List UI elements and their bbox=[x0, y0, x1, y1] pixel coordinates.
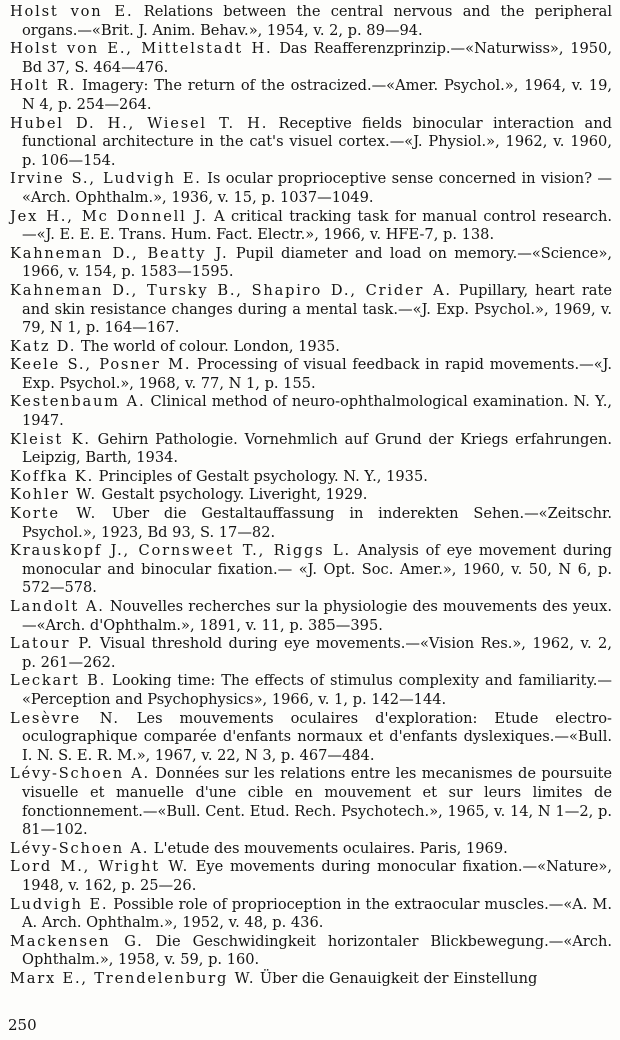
reference-entry bbox=[10, 840, 612, 859]
reference-entry bbox=[10, 635, 612, 672]
reference-author: Kohler W. bbox=[10, 486, 97, 504]
reference-entry bbox=[10, 896, 612, 933]
reference-author: Kahneman D., Beatty J. bbox=[10, 244, 229, 262]
reference-text: Relations between the central nervous and the peripheral organs.—«Brit. J. Anim. Behav.», 1954, v. 2, p. 89—94. bbox=[22, 3, 612, 39]
reference-entry bbox=[10, 933, 612, 970]
reference-list bbox=[10, 3, 612, 988]
reference-entry bbox=[10, 672, 612, 709]
reference-entry bbox=[10, 710, 612, 766]
reference-author: Kahneman D., Tursky B., Shapiro D., Crider A. bbox=[10, 281, 452, 299]
reference-author: Lesèvre N. bbox=[10, 709, 120, 727]
reference-entry bbox=[10, 245, 612, 282]
reference-text: Clinical method of neuro-ophthalmological examination. N. Y., 1947. bbox=[22, 393, 612, 430]
reference-author: Holst von E. bbox=[10, 3, 134, 20]
reference-text: Eye movements during monocular fixation.—«Nature», 1948, v. 162, p. 25—26. bbox=[22, 858, 612, 894]
reference-text: Gehirn Pathologie. Vornehmlich auf Grund der Kriegs erfahrungen. Leipzig, Barth, 1934. bbox=[22, 430, 613, 467]
reference-text: Données sur les relations entre les mecanismes de poursuite visuelle et manuelle d'une cible en mouvement et sur leurs limites de fonctionnement.—«Bull. Cent. Etud. Rech. Psychotech.», 1965, v. 14, N 1—2, p. 81—102. bbox=[22, 765, 612, 839]
reference-entry bbox=[10, 598, 612, 635]
reference-text: Imagery: The return of the ostracized.—«Amer. Psychol.», 1964, v. 19, N 4, p. 254—264. bbox=[22, 77, 612, 113]
reference-text: Die Geschwidingkeit horizontaler Blickbewegung.—«Arch. Ophthalm.», 1958, v. 59, p. 160. bbox=[22, 932, 612, 969]
reference-entry bbox=[10, 431, 612, 468]
reference-author: Mackensen G. bbox=[10, 932, 144, 950]
reference-author: Keele S., Posner M. bbox=[10, 356, 192, 374]
reference-text: Über die Genauigkeit der Einstellung bbox=[255, 969, 538, 987]
reference-entry bbox=[10, 77, 612, 114]
reference-text: L'etude des mouvements oculaires. Paris, 1969. bbox=[149, 839, 508, 857]
reference-entry bbox=[10, 115, 612, 171]
page-number: 250 bbox=[8, 1016, 37, 1034]
reference-entry bbox=[10, 40, 612, 77]
reference-author: Holst von E., Mittelstadt H. bbox=[10, 40, 273, 58]
reference-text: The world of colour. London, 1935. bbox=[76, 337, 340, 355]
reference-entry bbox=[10, 170, 612, 207]
reference-author: Marx E., Trendelenburg W. bbox=[10, 969, 256, 987]
reference-entry bbox=[10, 858, 612, 895]
reference-entry bbox=[10, 338, 612, 357]
reference-text: Analysis of eye movement during monocular and binocular fixation.— «J. Opt. Soc. Amer.», 1960, v. 50, N 6, p. 572—578. bbox=[22, 542, 612, 597]
reference-text: Principles of Gestalt psychology. N. Y., 1935. bbox=[94, 467, 428, 485]
reference-entry bbox=[10, 468, 612, 487]
reference-author: Ludvigh E. bbox=[10, 895, 109, 913]
reference-entry bbox=[10, 3, 612, 40]
reference-entry bbox=[10, 486, 612, 505]
reference-author: Lévy-Schoen A. bbox=[10, 839, 150, 857]
reference-author: Lévy-Schoen A. bbox=[10, 765, 150, 783]
reference-author: Kleist K. bbox=[10, 430, 91, 448]
reference-author: Latour P. bbox=[10, 635, 94, 653]
reference-author: Holt R. bbox=[10, 77, 77, 95]
reference-entry bbox=[10, 393, 612, 430]
reference-text: Processing of visual feedback in rapid movements.—«J. Exp. Psychol.», 1968, v. 77, N 1, p. 155. bbox=[22, 356, 612, 392]
reference-entry bbox=[10, 208, 612, 245]
reference-text: Looking time: The effects of stimulus complexity and familiarity.— «Perception and Psychophysics», 1966, v. 1, p. 142—144. bbox=[22, 672, 613, 708]
reference-author: Krauskopf J., Cornsweet T., Riggs L. bbox=[10, 542, 351, 560]
reference-text: Possible role of proprioception in the extraocular muscles.—«A. M. A. Arch. Ophthalm.», 1952, v. 48, p. 436. bbox=[22, 895, 612, 932]
reference-author: Jex H., Mc Donnell J. bbox=[10, 207, 208, 225]
reference-text: Pupillary, heart rate and skin resistance changes during a mental task.—«J. Exp. Psychol.», 1969, v. 79, N 1, p. 164—167. bbox=[22, 281, 612, 337]
reference-author: Korte W. bbox=[10, 505, 98, 523]
reference-text: Nouvelles recherches sur la physiologie des mouvements des yeux.—«Arch. d'Ophthalm.», 1891, v. 11, p. 385—395. bbox=[22, 598, 612, 634]
reference-text: Pupil diameter and load on memory.—«Science», 1966, v. 154, p. 1583—1595. bbox=[22, 244, 613, 281]
reference-text: Gestalt psychology. Liveright, 1929. bbox=[96, 486, 368, 504]
reference-author: Hubel D. H., Wiesel T. H. bbox=[10, 114, 269, 132]
reference-entry bbox=[10, 282, 612, 338]
reference-author: Koffka K. bbox=[10, 467, 95, 485]
reference-author: Irvine S., Ludvigh E. bbox=[10, 170, 202, 188]
reference-author: Lord M., Wright W. bbox=[10, 858, 190, 876]
reference-text: Das Reafferenzprinzip.—«Naturwiss», 1950, Bd 37, S. 464—476. bbox=[22, 40, 612, 76]
reference-text: Visual threshold during eye movements.—«Vision Res.», 1962, v. 2, p. 261—262. bbox=[22, 635, 612, 671]
reference-text: A critical tracking task for manual control research.—«J. E. E. E. Trans. Hum. Fact. Electr.», 1966, v. HFE-7, p. 138. bbox=[22, 207, 612, 244]
reference-text: Is ocular proprioceptive sense concerned in vision? — «Arch. Ophthalm.», 1936, v. 15, p. 1037—1049. bbox=[22, 170, 612, 206]
reference-author: Leckart B. bbox=[10, 672, 107, 690]
reference-entry bbox=[10, 970, 612, 989]
reference-entry bbox=[10, 542, 612, 598]
reference-entry bbox=[10, 356, 612, 393]
reference-text: Les mouvements oculaires d'exploration: Etude electro-oculographique comparée d'enfants normaux et d'enfants dyslexiques.—«Bull. I. N. S. E. R. M.», 1967, v. 22, N 3, p. 467—484. bbox=[22, 709, 612, 764]
reference-text: Uber die Gestaltauffassung in inderekten Sehen.—«Zeitschr. Psychol.», 1923, Bd 93, S. 17—82. bbox=[22, 505, 612, 541]
reference-author: Landolt A. bbox=[10, 598, 105, 615]
reference-author: Katz D. bbox=[10, 337, 77, 355]
reference-entry bbox=[10, 765, 612, 839]
reference-entry bbox=[10, 505, 612, 542]
reference-author: Kestenbaum A. bbox=[10, 393, 146, 411]
reference-text: Receptive fields binocular interaction and functional architecture in the cat's visuel cortex.—«J. Physiol.», 1962, v. 1960, p. 106—154. bbox=[22, 114, 612, 169]
